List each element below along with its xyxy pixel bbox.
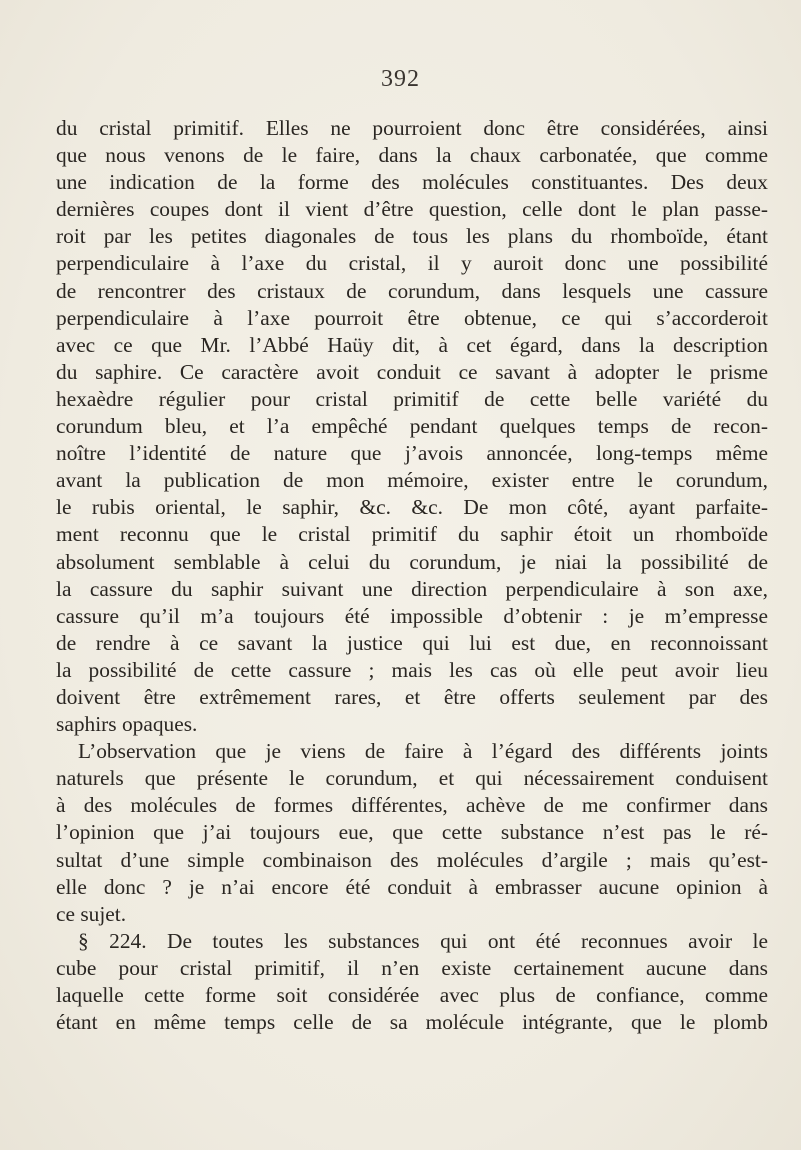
- text-line: ment reconnu que le cristal primitif du saphir étoit un rhomboïde: [56, 522, 768, 547]
- paragraph: [56, 928, 768, 1036]
- text-line: doivent être extrêmement rares, et être offerts seulement par des: [56, 684, 768, 709]
- text-line: la cassure du saphir suivant une direction perpendiculaire à son axe,: [56, 576, 768, 601]
- text-line: sultat d’une simple combinaison des molécules d’argile ; mais qu’est-: [56, 847, 768, 872]
- text-line: noître l’identité de nature que j’avois annoncée, long-temps même: [56, 441, 768, 466]
- text-line: étant en même temps celle de sa molécule intégrante, que le plomb: [56, 1010, 768, 1035]
- text-line: l’opinion que j’ai toujours eue, que cette substance n’est pas le ré-: [56, 820, 768, 845]
- text-line: avant la publication de mon mémoire, exister entre le corundum,: [56, 468, 768, 493]
- text-line: roit par les petites diagonales de tous les plans du rhomboïde, étant: [56, 224, 768, 249]
- text-line: dernières coupes dont il vient d’être question, celle dont le plan passe-: [56, 197, 768, 222]
- text-line: corundum bleu, et l’a empêché pendant quelques temps de recon-: [56, 414, 768, 439]
- text-line: la possibilité de cette cassure ; mais les cas où elle peut avoir lieu: [56, 657, 768, 682]
- text-line: perpendiculaire à l’axe du cristal, il y auroit donc une possibilité: [56, 251, 768, 276]
- text-line: hexaèdre régulier pour cristal primitif de cette belle variété du: [56, 386, 768, 411]
- text-line: naturels que présente le corundum, et qui nécessairement conduisent: [56, 766, 768, 791]
- text-line: du saphire. Ce caractère avoit conduit ce savant à adopter le prisme: [56, 359, 768, 384]
- text-line: perpendiculaire à l’axe pourroit être obtenue, ce qui s’accorderoit: [56, 305, 768, 330]
- text-line: une indication de la forme des molécules constituantes. Des deux: [56, 170, 768, 195]
- text-line: cassure qu’il m’a toujours été impossible d’obtenir : je m’empresse: [56, 603, 768, 628]
- text-line: du cristal primitif. Elles ne pourroient donc être considérées, ainsi: [56, 116, 768, 140]
- text-line: L’observation que je viens de faire à l’égard des différents joints: [78, 739, 768, 764]
- text-line: ce sujet.: [56, 901, 127, 926]
- text-line: de rencontrer des cristaux de corundum, dans lesquels une cassure: [56, 278, 768, 303]
- text-line: elle donc ? je n’ai encore été conduit à embrasser aucune opinion à: [56, 874, 768, 899]
- text-line: cube pour cristal primitif, il n’en existe certainement aucune dans: [56, 955, 768, 980]
- text-line: absolument semblable à celui du corundum, je niai la possibilité de: [56, 549, 768, 574]
- text-line: de rendre à ce savant la justice qui lui est due, en reconnoissant: [56, 630, 768, 655]
- text-line: le rubis oriental, le saphir, &c. &c. De mon côté, ayant parfaite-: [56, 495, 768, 520]
- body-text: [56, 115, 768, 1036]
- page-number: 392: [381, 66, 420, 92]
- text-line: saphirs opaques.: [56, 712, 198, 737]
- text-line: avec ce que Mr. l’Abbé Haüy dit, à cet égard, dans la description: [56, 332, 768, 357]
- text-line: § 224. De toutes les substances qui ont été reconnues avoir le: [78, 928, 768, 953]
- paragraph: [56, 115, 768, 738]
- text-line: à des molécules de formes différentes, achève de me confirmer dans: [56, 793, 768, 818]
- paragraph: [56, 738, 768, 928]
- text-line: laquelle cette forme soit considérée avec plus de confiance, comme: [56, 983, 768, 1007]
- text-line: que nous venons de le faire, dans la chaux carbonatée, que comme: [56, 143, 768, 168]
